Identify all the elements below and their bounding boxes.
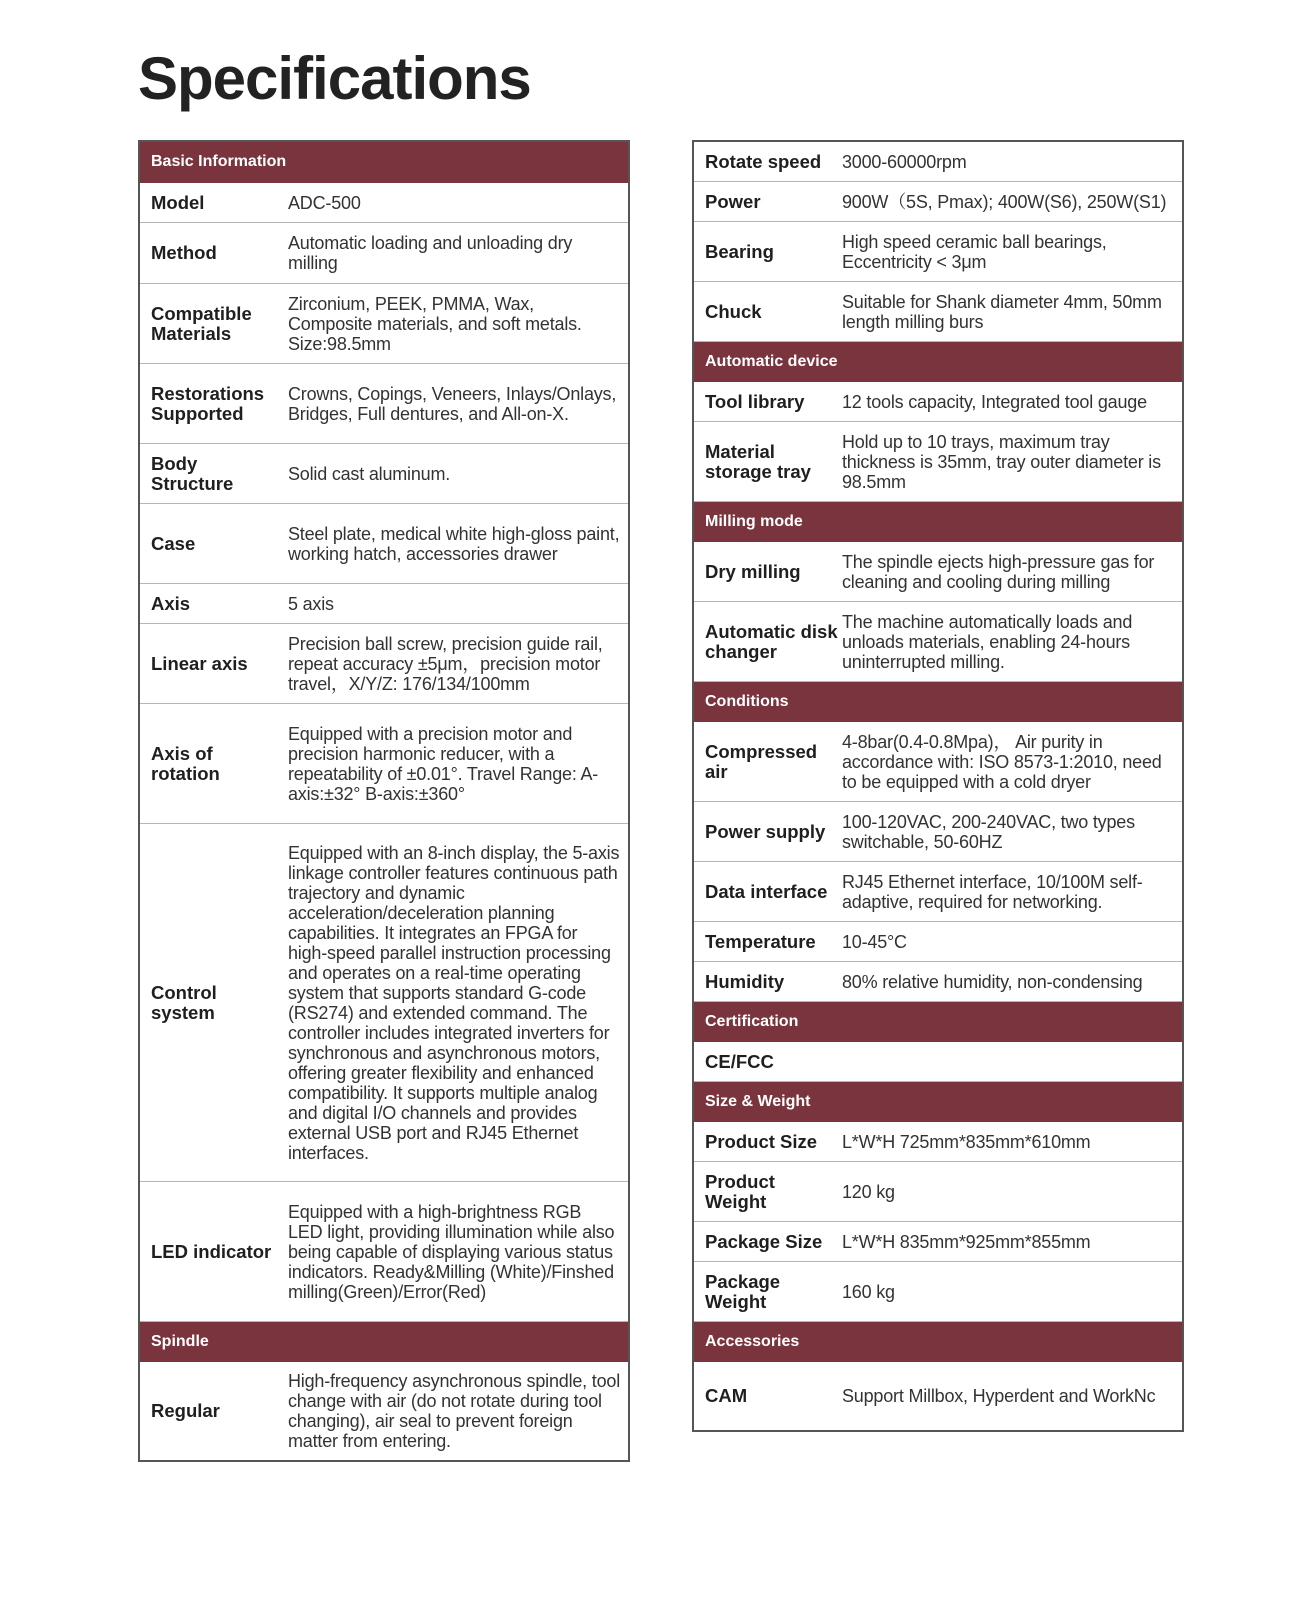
section-header-certification — [694, 1002, 1182, 1042]
spec-value: L*W*H 835mm*925mm*855mm — [842, 1231, 1091, 1252]
spec-value: Equipped with an 8-inch display, the 5-axis linkage controller features continuous path trajectory and dynamic acceleration/deceleration planning capabilities. It integrates an FPGA for high-speed parallel instruction processing and operates on a real-time operating system that supports standard G-code (RS274) and extended command. The controller includes integrated inverters for synchronous and asynchronous motors, offering greater flexibility and enhanced compatibility. It supports multiple analog and digital I/O channels and provides external USB port and RJ45 Ethernet interfaces. — [288, 842, 620, 1163]
spec-value: 4-8bar(0.4-0.8Mpa)， Air purity in accordance with: ISO 8573-1:2010, need to be equipped with a cold dryer — [842, 731, 1162, 792]
spec-label: Rotate speed — [705, 150, 822, 172]
spec-value: Steel plate, medical white high-gloss paint, working hatch, accessories drawer — [288, 523, 620, 564]
spec-row-model — [140, 183, 628, 223]
spec-row-rotate-speed — [694, 142, 1182, 182]
spec-row-product-weight — [694, 1162, 1182, 1222]
spec-label: Automatic disk changer — [705, 620, 838, 662]
section-title: Conditions — [705, 692, 789, 710]
spec-label: Power supply — [705, 820, 826, 842]
spec-value: 10-45°C — [842, 931, 907, 952]
spec-value: High-frequency asynchronous spindle, tool change with air (do not rotate during tool changing), air seal to prevent foreign matter from entering. — [288, 1371, 620, 1451]
spec-row-temperature — [694, 922, 1182, 962]
spec-row-linear-axis — [140, 624, 628, 704]
spec-value: 12 tools capacity, Integrated tool gauge — [842, 391, 1147, 412]
spec-row-package-weight — [694, 1262, 1182, 1322]
section-title: Size & Weight — [705, 1092, 811, 1110]
section-header-spindle — [140, 1322, 628, 1362]
spec-value: Suitable for Shank diameter 4mm, 50mm length milling burs — [842, 291, 1162, 332]
spec-label: Compatible Materials — [151, 302, 252, 344]
spec-row-product-size — [694, 1122, 1182, 1162]
spec-label: CE/FCC — [705, 1050, 774, 1072]
section-title: Certification — [705, 1012, 799, 1030]
spec-value: Solid cast aluminum. — [288, 463, 451, 484]
spec-row-led-indicator — [140, 1182, 628, 1322]
spec-value: Zirconium, PEEK, PMMA, Wax, Composite materials, and soft metals. Size:98.5mm — [288, 293, 582, 354]
spec-value: Equipped with a precision motor and precision harmonic reducer, with a repeatability of ±0.01°. Travel Range: A-axis:±32° B-axis:±360° — [288, 723, 599, 804]
spec-value: L*W*H 725mm*835mm*610mm — [842, 1131, 1091, 1152]
spec-label: Power — [705, 190, 761, 212]
spec-label: Product Size — [705, 1130, 818, 1152]
spec-label: Body Structure — [151, 452, 234, 494]
spec-value: Automatic loading and unloading dry milling — [288, 233, 573, 273]
spec-row-cam — [694, 1362, 1182, 1432]
spec-value: 160 kg — [842, 1281, 895, 1302]
spec-row-material-storage-tray — [694, 422, 1182, 502]
spec-label: Model — [151, 191, 205, 213]
spec-label: Linear axis — [151, 652, 248, 674]
spec-label: Dry milling — [705, 560, 801, 582]
spec-value: The machine automatically loads and unloads materials, enabling 24-hours uninterrupted milling. — [842, 611, 1133, 672]
spec-row-restorations-supported — [140, 364, 628, 444]
spec-row-compatible-materials — [140, 284, 628, 364]
spec-table-right — [692, 140, 1184, 1432]
spec-row-chuck — [694, 282, 1182, 342]
spec-value: 5 axis — [288, 593, 334, 614]
spec-value: Equipped with a high-brightness RGB LED light, providing illumination while also being capable of displaying various status indicators. Ready&Milling (White)/Finshed milling(Green)/Error(Red) — [288, 1201, 615, 1302]
spec-label: Regular — [151, 1400, 220, 1421]
spec-row-package-size — [694, 1222, 1182, 1262]
spec-label: LED indicator — [151, 1240, 272, 1262]
spec-value: Crowns, Copings, Veneers, Inlays/Onlays, Bridges, Full dentures, and All-on-X. — [288, 383, 617, 424]
spec-value: 120 kg — [842, 1181, 895, 1202]
spec-table-left — [138, 140, 630, 1462]
section-header-accessories — [694, 1322, 1182, 1362]
spec-label: Method — [151, 242, 217, 263]
section-title: Basic Information — [151, 153, 287, 170]
spec-label: Compressed air — [705, 740, 818, 782]
spec-value: Precision ball screw, precision guide rail, repeat accuracy ±5μm，precision motor travel，X/Y/Z: 176/134/100mm — [288, 633, 603, 694]
spec-label: CAM — [705, 1385, 748, 1406]
spec-value: 80% relative humidity, non-condensing — [842, 971, 1143, 992]
spec-label: Material storage tray — [705, 440, 811, 482]
section-header-automatic-device — [694, 342, 1182, 382]
spec-value: The spindle ejects high-pressure gas for cleaning and cooling during milling — [842, 551, 1155, 592]
spec-value: 900W（5S, Pmax); 400W(S6), 250W(S1) — [842, 191, 1167, 212]
spec-label: Bearing — [705, 240, 774, 262]
spec-row-tool-library — [694, 382, 1182, 422]
section-header-size-weight — [694, 1082, 1182, 1122]
spec-label: Chuck — [705, 300, 762, 322]
section-header-milling-mode — [694, 502, 1182, 542]
spec-label: Package Weight — [705, 1270, 781, 1312]
spec-label: Data interface — [705, 880, 828, 902]
spec-row-power — [694, 182, 1182, 222]
spec-label: Case — [151, 532, 196, 554]
spec-row-case — [140, 504, 628, 584]
spec-value: 3000-60000rpm — [842, 151, 967, 172]
spec-row-control-system — [140, 824, 628, 1182]
spec-row-compressed-air — [694, 722, 1182, 802]
spec-label: Tool library — [705, 390, 805, 412]
spec-label: Restorations Supported — [151, 382, 265, 424]
spec-row-axis-of-rotation — [140, 704, 628, 824]
page-title: Specifications — [138, 45, 531, 112]
spec-row-humidity — [694, 962, 1182, 1002]
spec-label: Product Weight — [705, 1170, 775, 1212]
spec-row-axis — [140, 584, 628, 624]
spec-value: Hold up to 10 trays, maximum tray thickness is 35mm, tray outer diameter is 98.5mm — [842, 431, 1161, 492]
spec-row-regular — [140, 1362, 628, 1462]
spec-row-power-supply — [694, 802, 1182, 862]
spec-row-automatic-disk-changer — [694, 602, 1182, 682]
spec-label: Humidity — [705, 970, 785, 992]
section-header-basic-information — [140, 142, 628, 183]
spec-row-dry-milling — [694, 542, 1182, 602]
spec-label: Control system — [151, 981, 217, 1023]
spec-label: Axis of rotation — [151, 742, 220, 784]
section-title: Automatic device — [705, 352, 838, 370]
spec-label: Temperature — [705, 930, 816, 952]
section-header-conditions — [694, 682, 1182, 722]
spec-row-body-structure — [140, 444, 628, 504]
spec-label: Package Size — [705, 1230, 823, 1252]
section-title: Spindle — [151, 1332, 209, 1350]
section-title: Milling mode — [705, 512, 803, 530]
spec-value: ADC-500 — [288, 192, 361, 213]
spec-value: Support Millbox, Hyperdent and WorkNc — [842, 1386, 1156, 1406]
spec-row-ce-fcc — [694, 1042, 1182, 1082]
spec-row-bearing — [694, 222, 1182, 282]
spec-row-method — [140, 223, 628, 284]
spec-value: 100-120VAC, 200-240VAC, two types switchable, 50-60HZ — [842, 811, 1135, 852]
spec-row-data-interface — [694, 862, 1182, 922]
section-title: Accessories — [705, 1332, 800, 1350]
spec-value: High speed ceramic ball bearings, Eccentricity < 3μm — [842, 231, 1107, 272]
spec-value: RJ45 Ethernet interface, 10/100M self-adaptive, required for networking. — [842, 871, 1143, 912]
spec-label: Axis — [151, 592, 191, 614]
